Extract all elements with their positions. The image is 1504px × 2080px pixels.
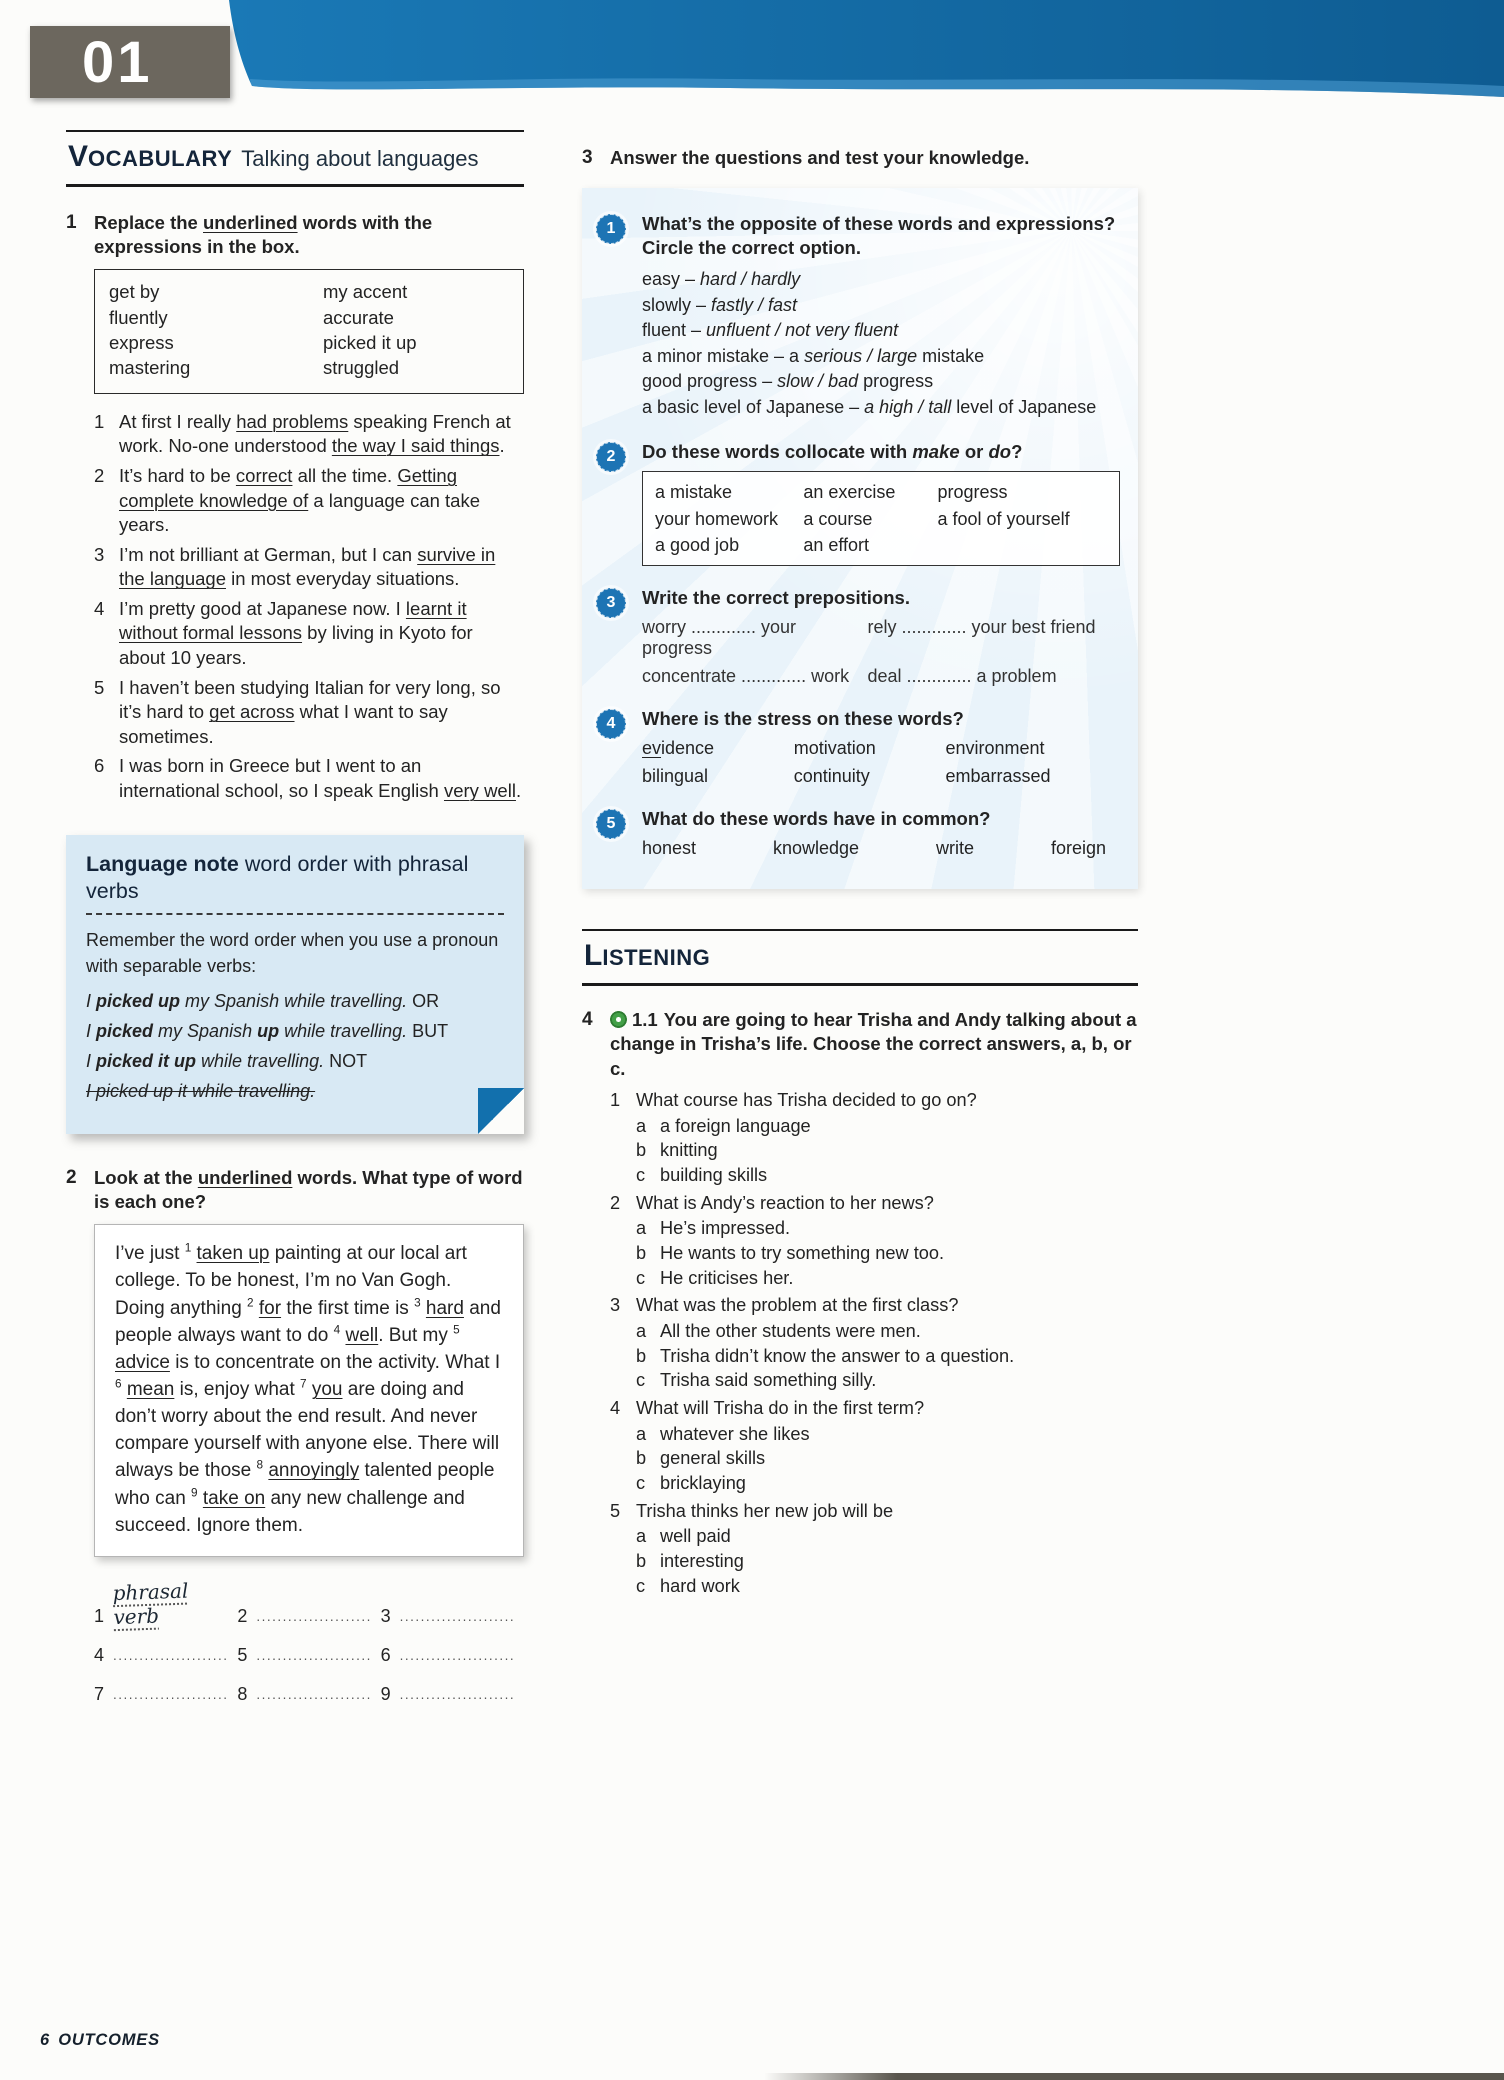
question-text: Trisha thinks her new job will be (636, 1500, 894, 1521)
option-row (636, 1242, 1138, 1266)
option-row (636, 1320, 1138, 1344)
exercise-4-instruction (610, 1008, 1138, 1081)
listening-heading-initial: L (584, 938, 603, 972)
question-body (636, 1397, 1138, 1497)
question-text: What was the problem at the first class? (636, 1295, 959, 1316)
vocab-item (94, 543, 524, 592)
page-number: 6 (40, 2031, 50, 2049)
option-row (636, 1139, 1138, 1163)
panel-item-2 (596, 440, 1120, 565)
preposition-blank: worry ............. your progress (642, 616, 797, 658)
item-number: 2 (94, 464, 105, 486)
exercise-3-body (610, 146, 1138, 180)
option-text: bricklaying (660, 1472, 746, 1493)
panel-item-5-content (642, 807, 1120, 859)
item-text: I’m not brilliant at German, but I can survive in the language in most everyday situations. (119, 543, 496, 590)
panel-question: Do these words collocate with make or do? (642, 441, 1023, 463)
question-block (610, 1192, 1138, 1292)
exercise-1-items (94, 410, 524, 804)
stress-word: continuity (793, 765, 870, 786)
answer-number: 3 (380, 1605, 391, 1626)
opposite-pair: slowly – fastly / fast (642, 294, 798, 315)
answer-blank: ...................... (113, 1686, 229, 1702)
page-content (66, 130, 1142, 1713)
question-body (636, 1192, 1138, 1292)
answer-blank: ...................... (399, 1608, 516, 1624)
unit-number-box (30, 26, 230, 98)
option-letter: a (636, 1423, 647, 1444)
answer-number: 1 (94, 1605, 105, 1626)
question-number: 1 (610, 1090, 621, 1111)
circle-number: 4 (596, 709, 626, 739)
panel-item-2-content (642, 440, 1120, 565)
expression: mastering (109, 357, 191, 379)
stress-word: bilingual (642, 765, 709, 786)
exercise-1-number: 1 (66, 212, 77, 233)
collocation: your homework (655, 508, 779, 529)
expressions-box (94, 269, 524, 394)
question-body (636, 1294, 1138, 1394)
exercise-4-number: 4 (582, 1008, 593, 1030)
panel-item-4-content (642, 707, 1120, 787)
panel-item-5 (596, 807, 1120, 859)
prepositions-grid (642, 617, 1120, 687)
language-note-intro: Remember the word order when you use a pronoun with separable verbs: (86, 930, 499, 977)
handwritten-answer: phrasal verb (112, 1578, 189, 1629)
expression: picked it up (322, 331, 417, 353)
expressions-right-column (323, 279, 509, 382)
question-text: What course has Trisha decided to go on? (636, 1090, 977, 1111)
language-note-title (86, 851, 504, 905)
option-letter: b (636, 1243, 647, 1264)
collocation: progress (937, 482, 1008, 503)
item-text: I’m pretty good at Japanese now. I learnt it without formal lessons by living in Kyoto for about 10 years. (119, 597, 473, 669)
audio-cd-icon (610, 1011, 627, 1028)
opposite-pair: fluent – unfluent / not very fluent (642, 320, 899, 341)
option-letter: b (636, 1550, 647, 1571)
option-letter: c (636, 1165, 646, 1186)
knowledge-panel (582, 188, 1138, 889)
collocation: a fool of yourself (937, 508, 1070, 529)
language-note-example: I picked my Spanish up while travelling. BUT (86, 1020, 449, 1041)
panel-item-3 (596, 586, 1120, 687)
question-block (610, 1500, 1138, 1600)
answer-cell (381, 1579, 524, 1627)
language-note-example: I picked up it while travelling. (86, 1080, 316, 1101)
option-letter: c (636, 1472, 646, 1493)
option-text: building skills (660, 1165, 768, 1186)
answer-number: 9 (380, 1683, 391, 1704)
preposition-blank: concentrate ............. work (642, 665, 850, 686)
dashed-divider (86, 913, 504, 915)
option-text: general skills (660, 1448, 766, 1469)
vocab-item (94, 597, 524, 671)
option-text: hard work (660, 1575, 740, 1596)
opposite-pair: a minor mistake – a serious / large mistake (642, 345, 985, 366)
common-word: knowledge (772, 837, 860, 858)
exercise-4-body (610, 1008, 1138, 1602)
vocabulary-heading (66, 130, 524, 187)
answer-cell (381, 1645, 524, 1666)
option-row (636, 1115, 1138, 1139)
preposition-blank: deal ............. a problem (867, 665, 1057, 686)
option-letter: a (636, 1526, 647, 1547)
collocation: an effort (803, 534, 870, 555)
panel-question: Write the correct prepositions. (642, 586, 910, 608)
collocation: a good job (655, 534, 740, 555)
exercise-1-instruction: Replace the underlined words with the expressions in the box. (94, 212, 433, 258)
item-number: 1 (94, 410, 105, 432)
circle-number: 3 (596, 588, 626, 618)
exercise-4-instruction-text: You are going to hear Trisha and Andy talking about a change in Trisha’s life. Choose the correct answers, a, b, or c. (610, 1008, 1137, 1079)
option-letter: a (636, 1218, 647, 1239)
right-column (582, 130, 1138, 1713)
answer-blank: ...................... (256, 1608, 372, 1624)
option-text: Trisha said something silly. (660, 1370, 877, 1391)
answer-cell (237, 1645, 380, 1666)
question-block (610, 1089, 1138, 1189)
option-text: interesting (660, 1550, 744, 1571)
answer-cell (94, 1684, 237, 1705)
option-row (636, 1345, 1138, 1369)
collocation: an exercise (803, 482, 896, 503)
vocab-item (94, 676, 524, 750)
opposite-pair: good progress – slow / bad progress (642, 371, 934, 392)
answer-blank: ...................... (113, 1647, 229, 1663)
option-letter: c (636, 1370, 646, 1391)
option-row (636, 1164, 1138, 1188)
passage-text: I’ve just $^1$ taken up painting at our local art college. To be honest, I’m no Van Gogh. Doing anything $^2$ for the first time is $^3$ hard and people always want to do $^4$ well. But my $^5$ advice is to concentrate on the activity. What I $^6$ mean is, enjoy what $^7$ you are doing and don’t worry about the end result. And never compare yourself with anyone else. There will always be those $^8$ annoyingly talented people who can $^9$ take on any new challenge and succeed. Ignore them. (115, 1242, 501, 1536)
collocation: a course (803, 508, 873, 529)
option-row (636, 1369, 1138, 1393)
question-number: 3 (610, 1295, 621, 1316)
option-text: He criticises her. (660, 1267, 794, 1288)
question-text: What will Trisha do in the first term? (636, 1397, 925, 1418)
answer-cell (237, 1579, 380, 1627)
unit-number: 01 (82, 29, 153, 95)
exercise-3-instruction: Answer the questions and test your knowledge. (610, 147, 1030, 168)
answers-grid (94, 1579, 524, 1705)
panel-question: What’s the opposite of these words and expressions? Circle the correct option. (642, 213, 1116, 259)
answer-cell (94, 1579, 237, 1627)
exercise-4 (582, 1008, 1138, 1602)
answer-number: 8 (237, 1683, 248, 1704)
exercise-2-number: 2 (66, 1166, 77, 1188)
option-text: He’s impressed. (660, 1218, 791, 1239)
common-words-row (642, 838, 1120, 859)
common-word: honest (642, 837, 697, 858)
audio-track-number: 1.1 (632, 1008, 658, 1030)
stress-word: motivation (793, 737, 876, 758)
option-row (636, 1525, 1138, 1549)
language-note-title-bold: Language note (86, 851, 239, 876)
option-text: a foreign language (660, 1115, 811, 1136)
panel-question: What do these words have in common? (642, 807, 991, 829)
preposition-blank: rely ............. your best friend (867, 616, 1096, 637)
listening-heading (582, 929, 1138, 986)
exercise-1 (66, 211, 524, 809)
question-block (610, 1294, 1138, 1394)
answer-cell (237, 1684, 380, 1705)
option-text: well paid (660, 1526, 731, 1547)
option-row (636, 1472, 1138, 1496)
page-footer (40, 2031, 160, 2050)
option-text: All the other students were men. (660, 1321, 921, 1342)
language-note-example: I picked it up while travelling. NOT (86, 1050, 368, 1071)
collocation (938, 532, 1108, 558)
expression: accurate (322, 306, 394, 328)
option-text: whatever she likes (660, 1423, 810, 1444)
item-number: 6 (94, 755, 105, 777)
opposite-pair: easy – hard / hardly (642, 269, 801, 290)
option-text: knitting (660, 1140, 718, 1161)
option-letter: c (636, 1575, 646, 1596)
panel-item-3-content (642, 586, 1120, 687)
item-number: 3 (94, 543, 105, 565)
panel-item-1 (596, 212, 1120, 420)
left-column (66, 130, 524, 1713)
exercise-1-body (94, 211, 524, 809)
option-letter: a (636, 1321, 647, 1342)
option-row (636, 1550, 1138, 1574)
expression: struggled (322, 357, 400, 379)
answer-cell (94, 1645, 237, 1666)
question-block (610, 1397, 1138, 1497)
answer-blank: ...................... (399, 1686, 516, 1702)
common-word: foreign (1050, 837, 1106, 858)
language-note-example: I picked up my Spanish while travelling. OR (86, 990, 440, 1011)
stress-word: embarrassed (945, 765, 1051, 786)
stress-word: evidence (642, 737, 715, 758)
exercise-2 (66, 1166, 524, 1705)
option-row (636, 1575, 1138, 1599)
language-note (66, 835, 524, 1134)
question-body (636, 1500, 1138, 1600)
collocation: a mistake (655, 482, 733, 503)
expression: my accent (322, 281, 408, 303)
vocabulary-heading-subtitle: Talking about languages (241, 146, 479, 171)
exercise-2-instruction: Look at the underlined words. What type of word is each one? (94, 1166, 523, 1212)
book-title: OUTCOMES (58, 2031, 160, 2049)
answer-number: 6 (380, 1644, 391, 1665)
vocabulary-heading-initial: V (68, 140, 89, 173)
scan-edge-shadow (764, 2073, 1504, 2080)
panel-item-4 (596, 707, 1120, 787)
collocations-box (642, 471, 1120, 565)
passage-box (94, 1224, 524, 1557)
item-text: I was born in Greece but I went to an international school, so I speak English very well. (119, 755, 522, 802)
expression: express (109, 331, 174, 353)
circle-number: 1 (596, 214, 626, 244)
vocabulary-heading-caps: OCABULARY (88, 146, 233, 171)
option-letter: b (636, 1140, 647, 1161)
circle-number: 5 (596, 809, 626, 839)
opposite-pair: a basic level of Japanese – a high / tall level of Japanese (642, 396, 1097, 417)
answer-number: 4 (94, 1644, 105, 1665)
item-text: I haven’t been studying Italian for very long, so it’s hard to get across what I want to say sometimes. (119, 676, 501, 747)
stress-word: environment (945, 737, 1045, 758)
expressions-left-column (109, 279, 323, 382)
question-body (636, 1089, 1138, 1189)
common-word: write (935, 837, 974, 858)
answer-blank: ...................... (399, 1647, 516, 1663)
answer-number: 2 (237, 1605, 248, 1626)
folded-corner (478, 1088, 524, 1134)
option-letter: a (636, 1115, 647, 1136)
item-text: At first I really had problems speaking French at work. No-one understood the way I said things. (119, 410, 511, 457)
option-letter: b (636, 1345, 647, 1366)
question-number: 2 (610, 1192, 621, 1213)
answer-number: 5 (237, 1644, 248, 1665)
exercise-3-number: 3 (582, 147, 593, 168)
stress-words-grid (642, 738, 1120, 787)
item-text: It’s hard to be correct all the time. Getting complete knowledge of a language can take years. (119, 464, 481, 536)
item-number: 4 (94, 597, 105, 619)
answer-blank: ...................... (256, 1686, 372, 1702)
listening-heading-caps: ISTENING (602, 944, 711, 970)
item-number: 5 (94, 676, 105, 698)
answer-cell (381, 1684, 524, 1705)
exercise-2-body (94, 1166, 524, 1705)
vocab-item (94, 754, 524, 803)
panel-question: Where is the stress on these words? (642, 707, 964, 729)
option-row (636, 1423, 1138, 1447)
question-number: 5 (610, 1500, 621, 1521)
option-row (636, 1217, 1138, 1241)
answer-number: 7 (94, 1683, 105, 1704)
expression: fluently (109, 306, 168, 328)
vocab-item (94, 464, 524, 538)
expression: get by (109, 281, 160, 303)
option-text: Trisha didn’t know the answer to a question. (660, 1345, 1015, 1366)
option-row (636, 1267, 1138, 1291)
language-note-title-rest: word order with phrasal verbs (86, 851, 469, 903)
exercise-3 (582, 146, 1138, 180)
option-text: He wants to try something new too. (660, 1243, 945, 1264)
option-letter: b (636, 1448, 647, 1469)
answer-blank: ...................... (256, 1647, 372, 1663)
panel-item-1-content (642, 212, 1120, 420)
question-text: What is Andy’s reaction to her news? (636, 1192, 934, 1213)
option-letter: c (636, 1267, 646, 1288)
vocab-item (94, 410, 524, 459)
question-number: 4 (610, 1397, 621, 1418)
circle-number: 2 (596, 442, 626, 472)
option-row (636, 1447, 1138, 1471)
